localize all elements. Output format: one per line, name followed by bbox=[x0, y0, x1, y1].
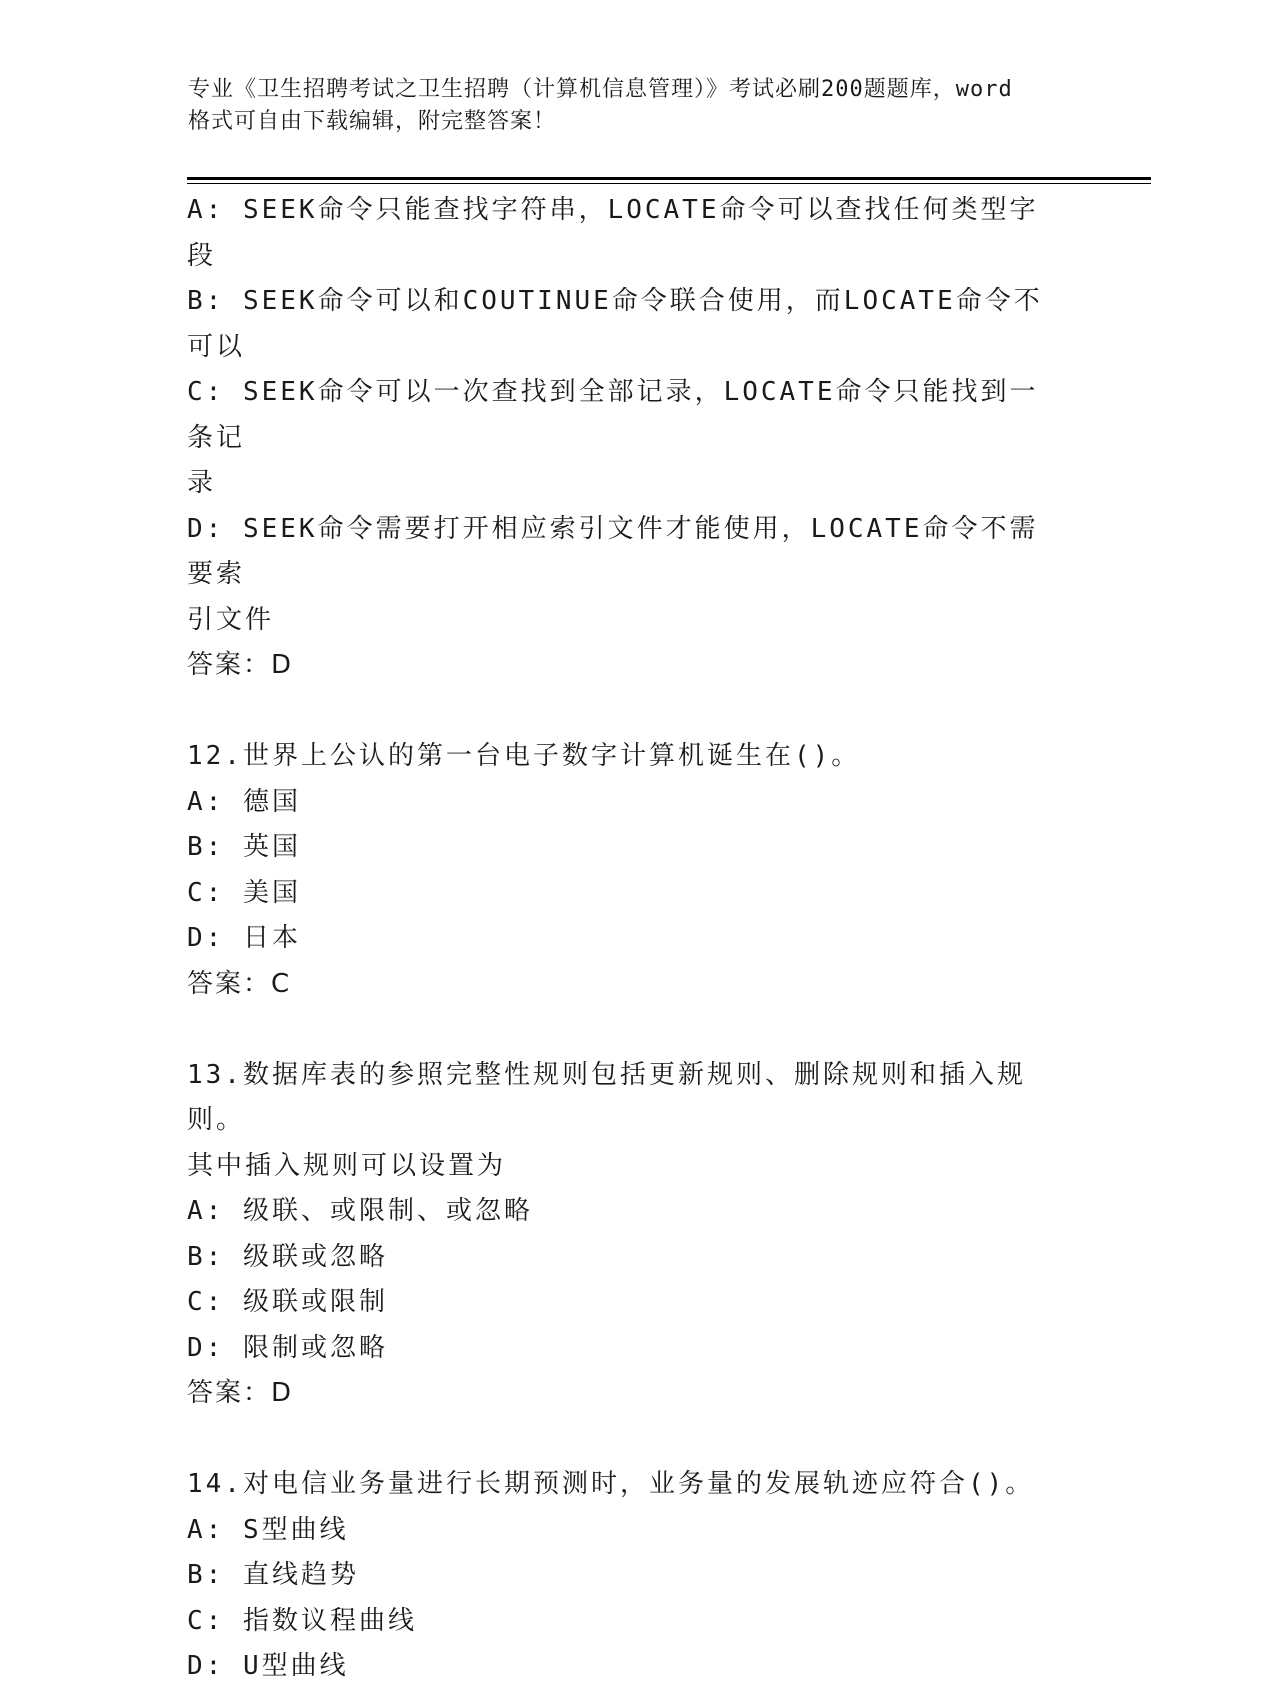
option-a: A: SEEK命令只能查找字符串，LOCATE命令可以查找任何类型字段 bbox=[187, 195, 1039, 271]
spacer bbox=[187, 1417, 1067, 1463]
question-text: 12.世界上公认的第一台电子数字计算机诞生在()。 bbox=[187, 741, 861, 771]
option-b: B: SEEK命令可以和COUTINUE命令联合使用，而LOCATE命令不可以 bbox=[187, 286, 1043, 362]
option-c: C: 指数议程曲线 bbox=[187, 1605, 417, 1636]
option-c: C: 级联或限制 bbox=[187, 1287, 388, 1317]
option-a: A: S型曲线 bbox=[187, 1514, 349, 1545]
header-line-1: 专业《卫生招聘考试之卫生招聘（计算机信息管理）》考试必刷200题题库，word bbox=[188, 77, 1013, 102]
option-b: B: 级联或忽略 bbox=[187, 1241, 388, 1272]
answer: 答案：D bbox=[187, 1378, 294, 1408]
header-rule-thin bbox=[187, 183, 1151, 184]
question-13 bbox=[187, 1053, 1067, 1417]
option-b: B: 英国 bbox=[187, 832, 301, 862]
document-body bbox=[187, 188, 1067, 1690]
option-d: D: 限制或忽略 bbox=[187, 1332, 388, 1363]
question-text-line-1: 13.数据库表的参照完整性规则包括更新规则、删除规则和插入规则。 bbox=[187, 1059, 1026, 1135]
question-14 bbox=[187, 1462, 1067, 1690]
option-a: A: 级联、或限制、或忽略 bbox=[187, 1196, 533, 1226]
spacer bbox=[187, 689, 1067, 735]
option-c-line-2: 录 bbox=[187, 468, 217, 498]
question-text: 14.对电信业务量进行长期预测时，业务量的发展轨迹应符合()。 bbox=[187, 1469, 1035, 1499]
option-b: B: 直线趋势 bbox=[187, 1560, 359, 1590]
option-d: D: U型曲线 bbox=[187, 1651, 349, 1681]
spacer bbox=[187, 1007, 1067, 1053]
option-c: C: 美国 bbox=[187, 877, 301, 908]
document-header bbox=[188, 74, 1088, 138]
option-d-line-1: D: SEEK命令需要打开相应索引文件才能使用，LOCATE命令不需要索 bbox=[187, 513, 1039, 589]
question-text-line-2: 其中插入规则可以设置为 bbox=[187, 1150, 507, 1181]
option-a: A: 德国 bbox=[187, 786, 301, 817]
question-12 bbox=[187, 734, 1067, 1007]
option-d: D: 日本 bbox=[187, 923, 301, 953]
option-c-line-1: C: SEEK命令可以一次查找到全部记录，LOCATE命令只能找到一条记 bbox=[187, 377, 1039, 453]
header-rule-thick bbox=[187, 177, 1151, 180]
option-d-line-2: 引文件 bbox=[187, 604, 275, 635]
question-11 bbox=[187, 188, 1067, 689]
answer: 答案：C bbox=[187, 968, 292, 999]
answer: 答案：D bbox=[187, 650, 294, 680]
header-line-2: 格式可自由下载编辑，附完整答案！ bbox=[188, 109, 557, 134]
